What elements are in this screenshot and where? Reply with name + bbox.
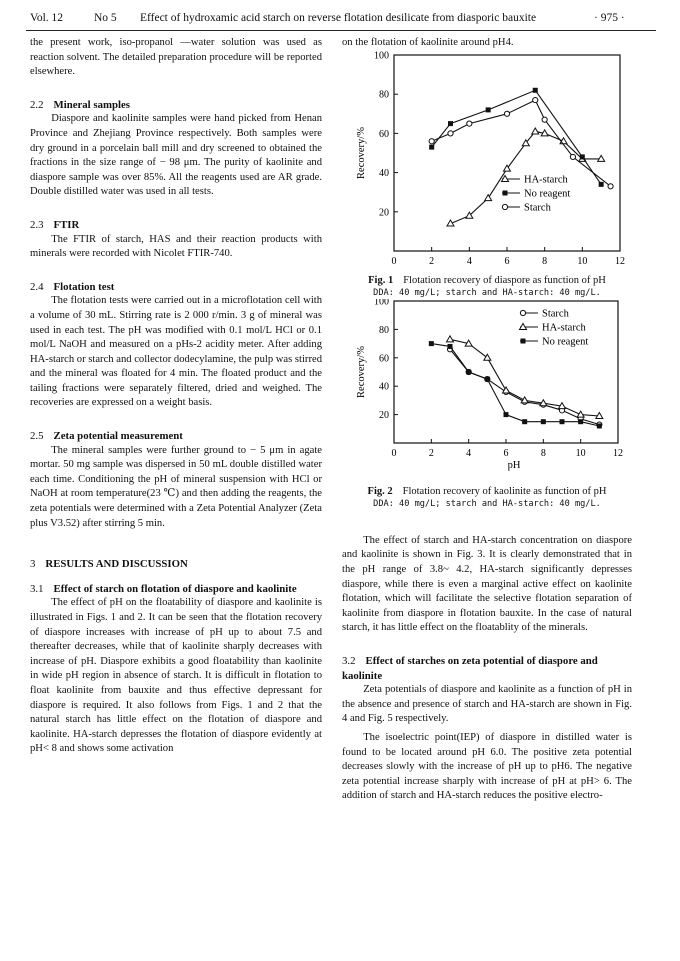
y-tick-label: 80 bbox=[379, 325, 389, 337]
series-line bbox=[432, 90, 602, 184]
data-point bbox=[466, 370, 471, 375]
issue-label: No 5 bbox=[94, 12, 117, 24]
figure-label: Fig. 1 bbox=[368, 275, 394, 287]
journal-article-title: Effect of hydroxamic acid starch on reverse flotation desilicate from diasporic bauxite bbox=[140, 12, 537, 24]
section-text-3-2: Zeta potentials of diaspore and kaolinite as a function of pH in the absence and presence of starch and HA-starch are shown in Fig. 4 and Fig. 5 respectively. bbox=[342, 684, 632, 725]
data-point bbox=[467, 121, 472, 126]
x-tick-label: 6 bbox=[503, 448, 509, 460]
y-tick-label: 60 bbox=[379, 353, 389, 365]
paragraph-fig3: The effect of starch and HA-starch concentration on diaspore and kaolinite is shown in Fig. 3. It is clearly demonstrated that in the pH range of 3.8~ 4.2, HA-starch significantly depresses diaspore, while there is even a marginal active effect on kaolinite flotation, which will facilitate the selective flotation separation of kaolinite from diaspore in flotation bauxite. In the case of natural starch, it has little effect on the floatablity of the minerals. bbox=[342, 534, 632, 634]
figure-1-conditions: DDA: 40 mg/L; starch and HA-starch: 40 mg/L. bbox=[373, 288, 601, 299]
y-tick-label: 20 bbox=[379, 206, 389, 218]
x-axis-label bbox=[509, 268, 522, 269]
section-text-2-4: The flotation tests were carried out in a microflotation cell with a volume of 30 mL. Stirring rate is 2 000 r/min. 3 g of mineral was used in each test. The pH was modified with 0.1 mol/L HCl or 0.1 mol/L NaOH and measured on a pHs-2 acidity meter. After adding HA-starch or starch and collector dodecylamine, the pulp was stirred and the mineral was floated for 4 min. The floated product and the tailing fractions were separately filtered, dried and weighed. The recoveries are expressed on a weight basis. bbox=[30, 295, 322, 409]
data-point bbox=[485, 377, 490, 382]
x-tick-label: 12 bbox=[613, 448, 623, 460]
figure-2 bbox=[342, 299, 632, 477]
page-number: · 975 · bbox=[594, 12, 625, 24]
x-axis-label: pH bbox=[507, 460, 521, 472]
section-heading-2-2 bbox=[30, 98, 322, 113]
running-header bbox=[26, 8, 656, 30]
paragraph-iep: The isoelectric point(IEP) of diaspore in distilled water is found to be located around pH 6.0. The positive zeta potential decreases slowly with the increase of pH up to pH6. The negative zeta potential increase sharply with increase of pH at pH> 6. The addition of starch and HA-starch reduces the positive electro- bbox=[342, 731, 632, 802]
data-point bbox=[429, 144, 434, 149]
section-number: 3 bbox=[30, 558, 36, 571]
figure-2-chart bbox=[342, 299, 632, 471]
figure-2-conditions: DDA: 40 mg/L; starch and HA-starch: 40 mg/L. bbox=[373, 498, 601, 509]
figure-1 bbox=[342, 51, 632, 275]
x-tick-label: 4 bbox=[466, 255, 472, 267]
data-point bbox=[486, 107, 491, 112]
section-text-3-1: The effect of pH on the floatability of diaspore and kaolinite is illustrated in Figs. 1 and 2. It can be seen that the flotation recovery of diaspore increases with increase of pH up to about 7.5 and thereafter decreases, while that of kaolinite sharply decreases with increase of pH. Diaspore exhibits a good floatability than kaolinite in wide pH region in absence of starch. It is difficult in flotation to float kaolinite from bauxite and thus effective depressant for diaspore is required. It also follows from Figs. 1 and 2 that the natural starch has little effect on the flotation of diaspore and kaolinite. HA-starch depresses the flotation of diaspore evidently at pH< 8 and shows some activation bbox=[30, 597, 322, 755]
header-rule bbox=[26, 30, 656, 31]
y-tick-label: 60 bbox=[379, 128, 389, 140]
y-tick-label: 100 bbox=[374, 299, 389, 308]
figure-caption-text: Flotation recovery of kaolinite as function of pH bbox=[402, 485, 607, 497]
section-number: 2.5 bbox=[30, 430, 44, 443]
legend-label: HA-starch bbox=[542, 322, 586, 334]
figure-1-caption bbox=[342, 274, 632, 287]
data-point bbox=[597, 424, 602, 429]
section-heading-2-5 bbox=[30, 429, 322, 444]
data-point bbox=[448, 344, 453, 349]
figure-caption-text: Flotation recovery of diaspore as function of pH bbox=[403, 275, 606, 287]
section-number: 2.3 bbox=[30, 218, 44, 231]
x-tick-label: 4 bbox=[466, 448, 472, 460]
legend-marker bbox=[502, 204, 507, 209]
data-point bbox=[560, 419, 565, 424]
figure-1-chart bbox=[342, 51, 632, 269]
x-tick-label: 2 bbox=[428, 448, 434, 460]
legend-label: Starch bbox=[524, 202, 551, 214]
legend-label: Starch bbox=[542, 308, 569, 320]
data-point bbox=[448, 121, 453, 126]
section-number: 3.2 bbox=[342, 654, 356, 667]
x-tick-label: 0 bbox=[391, 448, 397, 460]
volume-label: Vol. 12 bbox=[30, 12, 64, 24]
section-heading-2-3 bbox=[30, 218, 322, 233]
intro-paragraph: the present work, iso-propanol —water solution was used as reaction solvent. The detailed preparation procedure will be reported elsewhere. bbox=[30, 37, 322, 78]
legend-label: No reagent bbox=[542, 336, 589, 348]
y-tick-label: 100 bbox=[374, 50, 389, 62]
section-title: Effect of starch on flotation of diaspore and kaolinite bbox=[53, 582, 297, 595]
y-tick-label: 40 bbox=[379, 167, 389, 179]
section-text-2-3: The FTIR of starch, HAS and their reaction products with minerals were recorded with Nicolet FTIR-740. bbox=[30, 233, 322, 260]
data-point bbox=[542, 117, 547, 122]
section-number: 2.4 bbox=[30, 280, 44, 293]
data-point bbox=[429, 138, 434, 143]
x-tick-label: 8 bbox=[542, 255, 548, 267]
section-heading-3-2 bbox=[342, 654, 632, 683]
figure-label: Fig. 2 bbox=[367, 485, 393, 497]
data-point bbox=[429, 341, 434, 346]
section-title: Flotation test bbox=[53, 280, 115, 293]
section-heading-3 bbox=[30, 557, 322, 572]
y-axis-label: Recovery/% bbox=[356, 126, 367, 179]
data-point bbox=[504, 111, 509, 116]
section-title: FTIR bbox=[53, 218, 80, 231]
legend-marker bbox=[503, 190, 508, 195]
legend-label: No reagent bbox=[524, 188, 571, 200]
section-title: RESULTS AND DISCUSSION bbox=[45, 558, 188, 571]
x-tick-label: 12 bbox=[615, 255, 625, 267]
data-point bbox=[484, 354, 491, 360]
data-point bbox=[577, 411, 584, 417]
section-title: Mineral samples bbox=[53, 98, 130, 111]
y-tick-label: 20 bbox=[379, 410, 389, 422]
x-tick-label: 0 bbox=[391, 255, 397, 267]
data-point bbox=[570, 154, 575, 159]
y-axis-label: Recovery/% bbox=[356, 346, 367, 399]
data-point bbox=[533, 97, 538, 102]
series-line bbox=[431, 344, 599, 426]
plot-frame bbox=[394, 55, 620, 251]
left-column bbox=[30, 36, 322, 757]
legend-marker bbox=[521, 339, 526, 344]
section-number: 3.1 bbox=[30, 582, 44, 595]
right-top-line: on the flotation of kaolinite around pH4. bbox=[342, 37, 514, 48]
data-point bbox=[580, 154, 585, 159]
section-number: 2.2 bbox=[30, 98, 44, 111]
data-point bbox=[485, 194, 492, 200]
right-column bbox=[342, 36, 632, 804]
section-heading-3-1 bbox=[30, 582, 322, 597]
data-point bbox=[608, 183, 613, 188]
data-point bbox=[504, 412, 509, 417]
data-point bbox=[448, 130, 453, 135]
x-tick-label: 6 bbox=[504, 255, 510, 267]
x-tick-label: 10 bbox=[577, 255, 588, 267]
section-text-2-5: The mineral samples were further ground to − 5 μm in agate mortar. 50 mg sample was dispersed in 50 mL double distilled water each time. Conditioning the pH of mineral suspension with HCl or NaOH at room temperature(23 ℃) and then adding the reagents, the zeta potentials were determined with a Zeta Potential Analyzer (Zeta plus V3.52) after stirring 5 min. bbox=[30, 444, 322, 529]
data-point bbox=[533, 87, 538, 92]
section-title: Zeta potential measurement bbox=[53, 430, 183, 443]
data-point bbox=[522, 419, 527, 424]
data-point bbox=[599, 181, 604, 186]
x-tick-label: 10 bbox=[575, 448, 586, 460]
figure-2-caption bbox=[342, 485, 632, 498]
y-tick-label: 40 bbox=[379, 381, 389, 393]
legend-label: HA-starch bbox=[524, 174, 568, 186]
x-tick-label: 8 bbox=[540, 448, 546, 460]
data-point bbox=[532, 128, 539, 134]
data-point bbox=[541, 419, 546, 424]
series-line bbox=[432, 100, 611, 186]
x-tick-label: 2 bbox=[429, 255, 435, 267]
section-title: Effect of starches on zeta potential of diaspore and kaolinite bbox=[342, 654, 598, 682]
section-text-2-2: Diaspore and kaolinite samples were hand picked from Henan Province and Zhejiang Province respectively. Both samples were dry ground in a porcelain ball mill and dry screened to obtained the fractions in the size range of − 98 μm. The purity of kaolinite and diaspore sample was over 85%. All the reagents used are AR grade. Double distilled water was used in all tests. bbox=[30, 113, 322, 198]
legend-marker bbox=[520, 311, 525, 316]
section-heading-2-4 bbox=[30, 280, 322, 295]
y-tick-label: 80 bbox=[379, 89, 389, 101]
data-point bbox=[447, 336, 454, 342]
data-point bbox=[578, 419, 583, 424]
